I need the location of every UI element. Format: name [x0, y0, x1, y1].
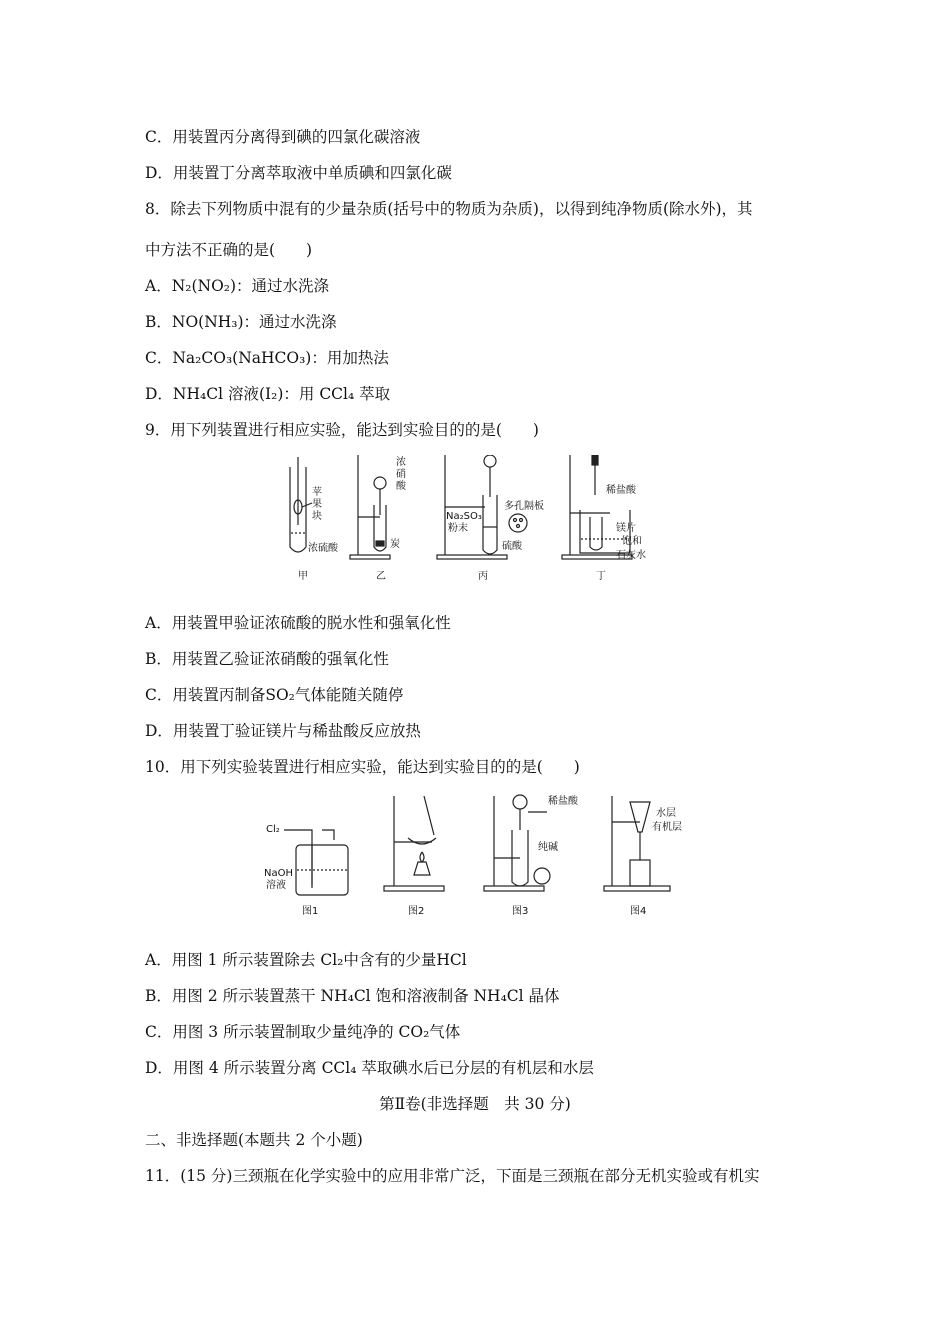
q10-stem: 10．用下列实验装置进行相应实验，能达到实验目的的是( ): [145, 758, 580, 776]
q10-option-b: B．用图 2 所示装置蒸干 NH₄Cl 饱和溶液制备 NH₄Cl 晶体: [145, 987, 560, 1005]
fig10-label-cl2: Cl₂: [266, 824, 280, 835]
q10-option-d: D．用图 4 所示装置分离 CCl₄ 萃取碘水后已分层的有机层和水层: [145, 1059, 594, 1077]
fig9-label-sat: 饱和: [622, 536, 642, 547]
q10-option-c: C．用图 3 所示装置制取少量纯净的 CO₂气体: [145, 1023, 461, 1041]
fig9-label-lime: 石灰水: [616, 550, 646, 561]
fig10-label-soda: 纯碱: [538, 842, 558, 853]
q10-apparatus-svg: [262, 790, 702, 920]
fig10-label-naoh: NaOH: [264, 868, 293, 879]
fig9-label-apple1: 苹: [312, 487, 322, 498]
fig9-caption-yi: 乙: [376, 571, 386, 582]
fig9-label-hno3-2: 硝: [396, 469, 406, 480]
q8-option-d: D．NH₄Cl 溶液(I₂)：用 CCl₄ 萃取: [145, 385, 391, 403]
fig9-label-mg: 镁片: [616, 523, 636, 534]
fig9-caption-ding: 丁: [596, 571, 606, 582]
fig9-label-powder: 粉末: [448, 523, 468, 534]
q8-stem: 8．除去下列物质中混有的少量杂质(括号中的物质为杂质)，以得到纯净物质(除水外)，其: [145, 200, 753, 218]
fig10-label-hcl: 稀盐酸: [548, 796, 578, 807]
part-heading: 二、非选择题(本题共 2 个小题): [145, 1131, 363, 1149]
q9-apparatus-figure: [280, 455, 680, 585]
section-heading: 第Ⅱ卷(非选择题 共 30 分): [379, 1095, 571, 1113]
fig10-caption-1: 图1: [302, 906, 319, 917]
fig9-label-carbon: 炭: [390, 539, 400, 550]
q10-option-a: A．用图 1 所示装置除去 Cl₂中含有的少量HCl: [145, 951, 467, 969]
fig9-label-hno3-1: 浓: [396, 457, 406, 468]
q11-stem: 11．(15 分)三颈瓶在化学实验中的应用非常广泛，下面是三颈瓶在部分无机实验或有机实: [145, 1167, 760, 1185]
fig9-label-na2so3: Na₂SO₃: [446, 511, 482, 522]
q8-stem-cont: 中方法不正确的是( ): [145, 241, 313, 259]
fig9-caption-jia: 甲: [298, 571, 308, 582]
q9-option-a: A．用装置甲验证浓硫酸的脱水性和强氧化性: [145, 614, 451, 632]
fig10-caption-4: 图4: [630, 906, 647, 917]
fig10-caption-2: 图2: [408, 906, 425, 917]
q9-option-c: C．用装置丙制备SO₂气体能随关随停: [145, 686, 404, 704]
q8-option-c: C．Na₂CO₃(NaHCO₃)：用加热法: [145, 349, 389, 367]
q8-option-b: B．NO(NH₃)：通过水洗涤: [145, 313, 337, 331]
fig9-label-apple2: 果: [312, 499, 322, 510]
fig10-label-solution: 溶液: [266, 880, 286, 891]
fig9-label-apple3: 块: [312, 511, 322, 522]
q10-apparatus-figure: [262, 790, 702, 920]
fig10-label-water: 水层: [656, 808, 676, 819]
fig9-label-conc-h2so4: 浓硫酸: [308, 543, 338, 554]
fig9-label-plate: 多孔隔板: [504, 501, 544, 512]
q9-option-b: B．用装置乙验证浓硝酸的强氧化性: [145, 650, 389, 668]
q7-option-c: C．用装置丙分离得到碘的四氯化碳溶液: [145, 128, 421, 146]
fig9-label-h2so4: 硫酸: [502, 541, 522, 552]
q9-apparatus-svg: [280, 455, 680, 585]
fig9-label-hcl: 稀盐酸: [606, 485, 636, 496]
fig10-caption-3: 图3: [512, 906, 529, 917]
q8-option-a: A．N₂(NO₂)：通过水洗涤: [145, 277, 330, 295]
q9-option-d: D．用装置丁验证镁片与稀盐酸反应放热: [145, 722, 421, 740]
fig9-caption-bing: 丙: [478, 571, 488, 582]
fig10-label-organic: 有机层: [652, 822, 682, 833]
q9-stem: 9．用下列装置进行相应实验，能达到实验目的的是( ): [145, 421, 539, 439]
q7-option-d: D．用装置丁分离萃取液中单质碘和四氯化碳: [145, 164, 452, 182]
fig9-label-hno3-3: 酸: [396, 481, 406, 492]
